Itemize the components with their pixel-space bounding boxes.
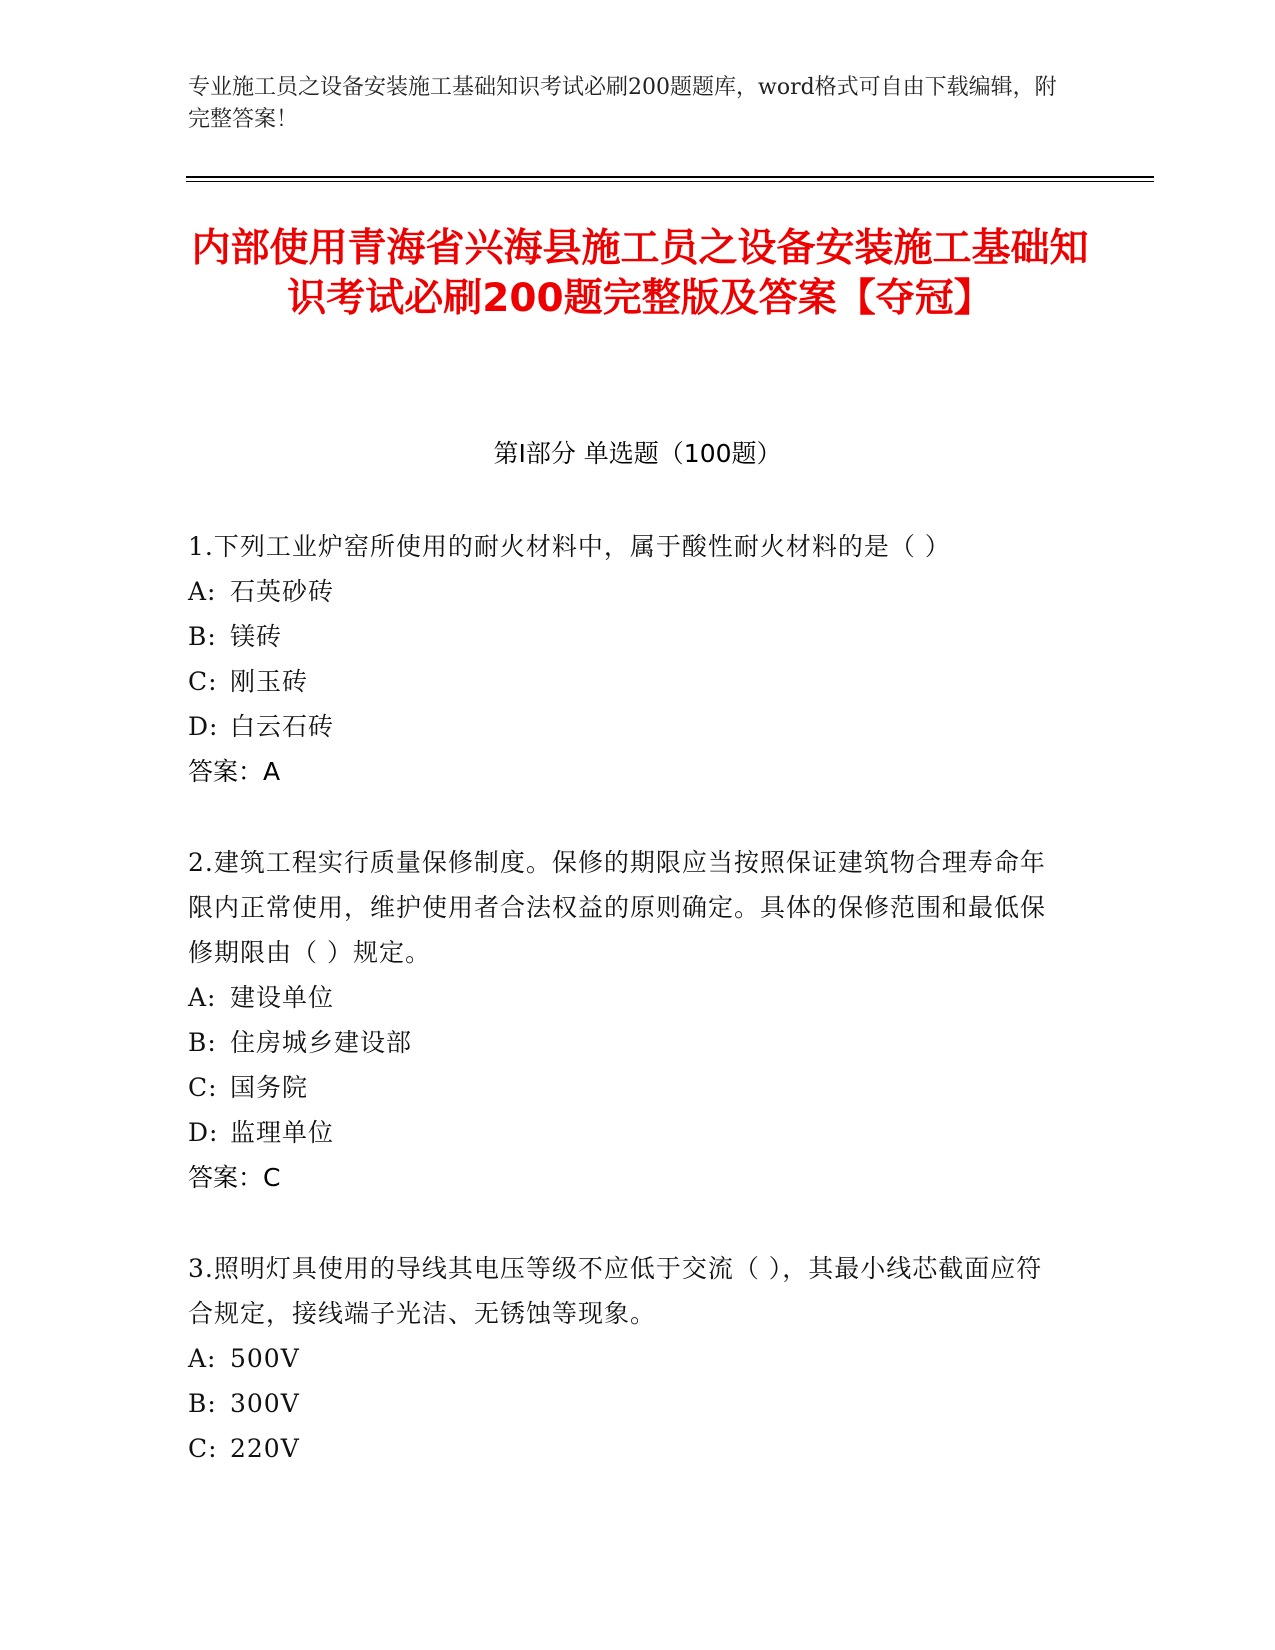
question-2	[188, 840, 1068, 1200]
header-rule-thin	[186, 181, 1154, 182]
option-letter: A:	[188, 983, 217, 1012]
option-d	[188, 1110, 1068, 1155]
option-a	[188, 1336, 1068, 1381]
option-text: 监理单位	[230, 1118, 335, 1147]
option-letter: B:	[188, 1389, 217, 1418]
option-text: 镁砖	[230, 622, 283, 651]
option-letter: C:	[188, 667, 218, 696]
section-title: 第I部分 单选题（100题）	[493, 439, 782, 468]
option-b	[188, 614, 1068, 659]
option-letter: A:	[188, 1344, 217, 1373]
answer-value: C	[263, 1163, 281, 1192]
option-b	[188, 1381, 1068, 1426]
option-b	[188, 1020, 1068, 1065]
option-text: 刚玉砖	[230, 667, 309, 696]
option-d	[188, 704, 1068, 749]
option-c	[188, 659, 1068, 704]
option-text: 300V	[230, 1389, 300, 1418]
answer-value: A	[263, 757, 281, 786]
answer-line	[188, 1155, 1068, 1200]
answer-line	[188, 749, 1068, 794]
answer-label: 答案：	[188, 757, 264, 786]
option-text: 白云石砖	[230, 712, 335, 741]
question-3	[188, 1246, 1068, 1471]
option-a	[188, 569, 1068, 614]
header-rule-thick	[186, 176, 1154, 178]
option-letter: C:	[188, 1073, 218, 1102]
option-letter: A:	[188, 577, 217, 606]
question-stem: 2.建筑工程实行质量保修制度。保修的期限应当按照保证建筑物合理寿命年限内正常使用，维护使用者合法权益的原则确定。具体的保修范围和最低保修期限由（ ）规定。	[188, 848, 1047, 967]
question-1	[188, 524, 1068, 794]
document-title: 内部使用青海省兴海县施工员之设备安装施工基础知识考试必刷200题完整版及答案【夺冠】	[191, 226, 1089, 321]
option-text: 建设单位	[230, 983, 335, 1012]
option-letter: D:	[188, 1118, 219, 1147]
option-c	[188, 1065, 1068, 1110]
question-stem: 1.下列工业炉窑所使用的耐火材料中，属于酸性耐火材料的是（ ）	[188, 532, 951, 561]
option-text: 220V	[230, 1434, 300, 1463]
option-letter: B:	[188, 622, 217, 651]
option-text: 国务院	[230, 1073, 309, 1102]
question-list	[188, 524, 1068, 1517]
option-text: 住房城乡建设部	[230, 1028, 413, 1057]
option-text: 500V	[230, 1344, 300, 1373]
option-letter: B:	[188, 1028, 217, 1057]
option-text: 石英砂砖	[230, 577, 335, 606]
option-c	[188, 1426, 1068, 1471]
question-stem: 3.照明灯具使用的导线其电压等级不应低于交流（ ），其最小线芯截面应符合规定，接线端子光洁、无锈蚀等现象。	[188, 1254, 1043, 1328]
header-note: 专业施工员之设备安装施工基础知识考试必刷200题题库，word格式可自由下载编辑，附完整答案！	[188, 75, 1057, 132]
answer-label: 答案：	[188, 1163, 264, 1192]
option-letter: C:	[188, 1434, 218, 1463]
option-a	[188, 975, 1068, 1020]
option-letter: D:	[188, 712, 219, 741]
